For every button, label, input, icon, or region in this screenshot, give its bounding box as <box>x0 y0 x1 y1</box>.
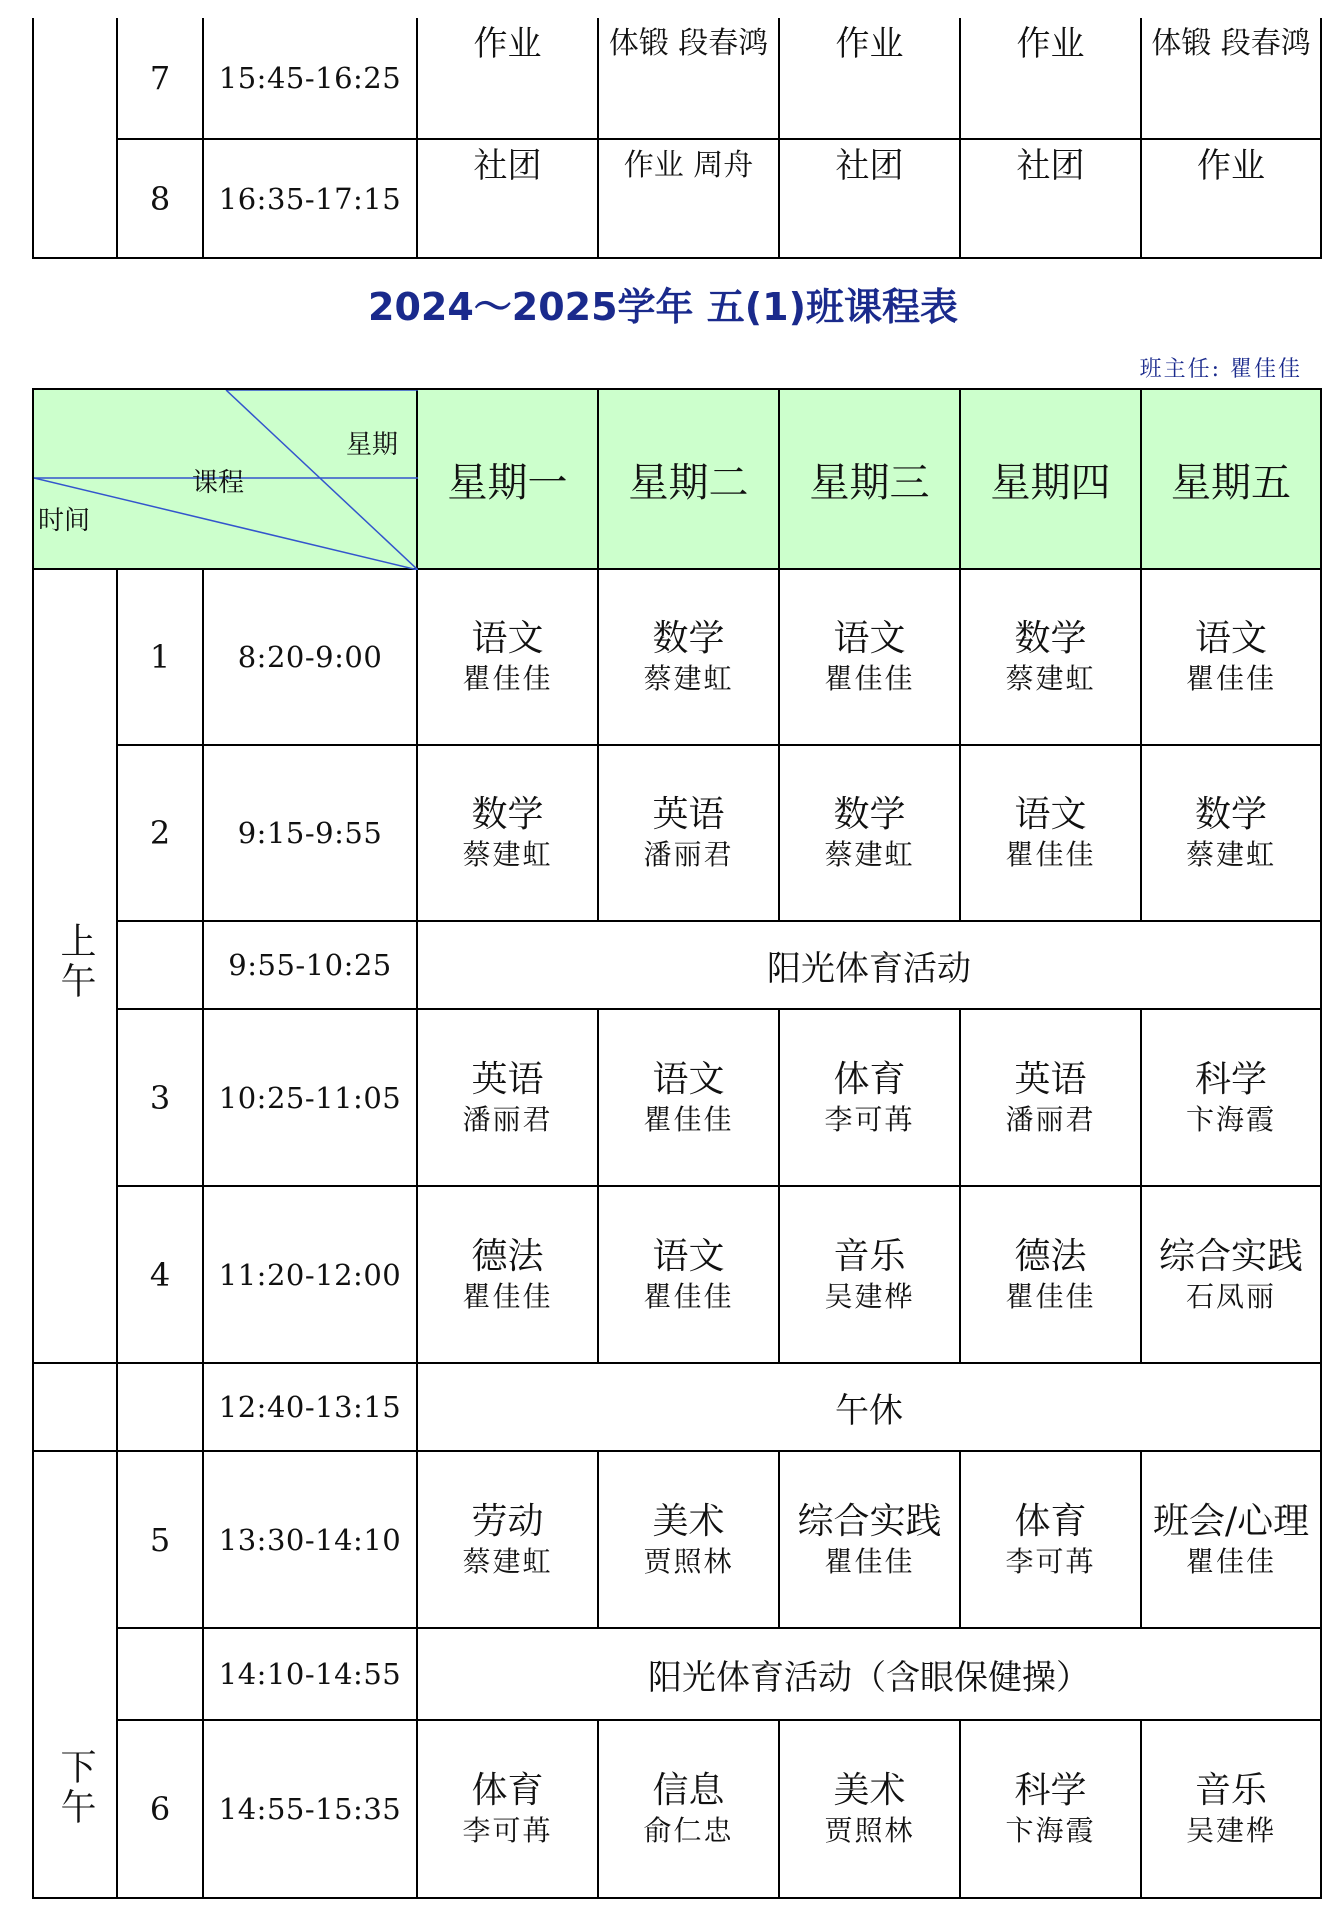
course-cell <box>960 569 1141 745</box>
table-row <box>33 139 1321 258</box>
course-cell <box>960 1451 1141 1628</box>
subject-label: 语文 <box>471 618 544 659</box>
table-row <box>33 18 1321 139</box>
subject-label: 音乐 <box>1195 1770 1268 1811</box>
course-cell <box>598 1451 779 1628</box>
subject-label: 德法 <box>1014 1235 1087 1277</box>
subject-label: 数学 <box>652 618 725 659</box>
course-cell <box>598 745 779 921</box>
section-label: 上午 <box>55 921 96 1002</box>
previous-schedule-fragment <box>32 18 1322 259</box>
course-cell <box>779 1451 960 1628</box>
subject-label: 语文 <box>833 618 906 659</box>
course-cell: 社团 <box>779 139 960 258</box>
subject-label: 体育 <box>471 1770 544 1811</box>
course-cell <box>960 745 1141 921</box>
course-cell <box>960 1720 1141 1898</box>
subject-label: 英语 <box>652 794 725 835</box>
course-cell <box>1141 1009 1321 1186</box>
course-cell <box>598 1186 779 1363</box>
subject-label: 英语 <box>1014 1058 1087 1100</box>
course-cell: 作业 <box>779 18 960 139</box>
course-cell <box>417 1451 598 1628</box>
teacher-label: 瞿佳佳 <box>824 662 915 695</box>
course-cell: 体锻 段春鸿 <box>598 18 779 139</box>
subject-label: 语文 <box>1195 618 1268 659</box>
head-teacher-label: 班主任: 瞿佳佳 <box>1139 357 1302 382</box>
time-cell: 10:25-11:05 <box>203 1009 417 1186</box>
subject-label: 英语 <box>471 1058 544 1100</box>
period-number: 8 <box>117 139 203 258</box>
subject-label: 劳动 <box>471 1500 544 1542</box>
subject-label: 科学 <box>1195 1058 1268 1100</box>
corner-course-label: 课程 <box>192 468 245 498</box>
subject-label: 美术 <box>833 1770 906 1811</box>
subject-label: 语文 <box>1014 794 1087 835</box>
subject-label: 数学 <box>1014 618 1087 659</box>
teacher-label: 潘丽君 <box>643 838 734 871</box>
day-header-monday: 星期一 <box>417 389 598 569</box>
teacher-label: 蔡建虹 <box>1186 838 1277 871</box>
time-cell: 8:20-9:00 <box>203 569 417 745</box>
teacher-label: 瞿佳佳 <box>1005 1279 1096 1313</box>
course-cell <box>417 745 598 921</box>
time-cell: 14:55-15:35 <box>203 1720 417 1898</box>
teacher-label: 瞿佳佳 <box>643 1102 734 1136</box>
merged-activity-cell: 午休 <box>417 1363 1321 1451</box>
table-row <box>33 1186 1321 1363</box>
course-cell: 作业 <box>960 18 1141 139</box>
course-cell <box>779 745 960 921</box>
teacher-label: 卞海霞 <box>1186 1102 1277 1136</box>
header-corner <box>33 389 417 569</box>
table-row <box>33 1363 1321 1451</box>
teacher-label: 吴建桦 <box>824 1279 915 1313</box>
teacher-label: 石凤丽 <box>1186 1279 1277 1313</box>
course-cell <box>1141 1720 1321 1898</box>
course-cell: 作业 <box>417 18 598 139</box>
teacher-label: 瞿佳佳 <box>1005 838 1096 871</box>
teacher-label: 李可苒 <box>462 1814 553 1847</box>
course-cell <box>417 1186 598 1363</box>
section-label: 下午 <box>55 1748 96 1828</box>
period-number: 5 <box>117 1451 203 1628</box>
subject-label: 体育 <box>1014 1500 1087 1542</box>
subject-label: 音乐 <box>833 1235 906 1277</box>
day-header-wednesday: 星期三 <box>779 389 960 569</box>
merged-activity-cell: 阳光体育活动（含眼保健操） <box>417 1628 1321 1720</box>
subject-label: 数学 <box>833 794 906 835</box>
course-cell: 社团 <box>960 139 1141 258</box>
page-title: 2024～2025学年 五(1)班课程表 <box>368 285 958 329</box>
subject-label: 语文 <box>652 1058 725 1100</box>
period-number <box>117 1628 203 1720</box>
teacher-label: 潘丽君 <box>1005 1102 1096 1136</box>
teacher-label: 瞿佳佳 <box>1186 1544 1277 1578</box>
merged-activity-cell: 阳光体育活动 <box>417 921 1321 1009</box>
class-schedule-table <box>32 388 1322 1899</box>
course-cell <box>598 1009 779 1186</box>
teacher-label: 蔡建虹 <box>462 838 553 871</box>
course-cell: 作业 <box>1141 139 1321 258</box>
course-cell: 体锻 段春鸿 <box>1141 18 1321 139</box>
section-morning <box>33 569 117 1363</box>
time-cell: 12:40-13:15 <box>203 1363 417 1451</box>
teacher-label: 潘丽君 <box>462 1102 553 1136</box>
table-row <box>33 1451 1321 1628</box>
section-cell <box>33 1363 117 1451</box>
teacher-label: 蔡建虹 <box>462 1544 553 1578</box>
course-cell <box>598 1720 779 1898</box>
subject-label: 数学 <box>471 794 544 835</box>
teacher-label: 瞿佳佳 <box>643 1279 734 1313</box>
course-cell <box>417 1009 598 1186</box>
subject-label: 科学 <box>1014 1770 1087 1811</box>
teacher-label: 瞿佳佳 <box>1186 662 1277 695</box>
period-number: 6 <box>117 1720 203 1898</box>
subject-label: 德法 <box>471 1235 544 1277</box>
course-cell <box>960 1186 1141 1363</box>
teacher-label: 瞿佳佳 <box>462 1279 553 1313</box>
table-row <box>33 745 1321 921</box>
period-number: 7 <box>117 18 203 139</box>
course-cell <box>960 1009 1141 1186</box>
subject-label: 数学 <box>1195 794 1268 835</box>
teacher-label: 李可苒 <box>1005 1544 1096 1578</box>
day-header-friday: 星期五 <box>1141 389 1321 569</box>
teacher-label: 蔡建虹 <box>643 662 734 695</box>
subject-label: 综合实践 <box>1159 1235 1304 1277</box>
time-cell: 15:45-16:25 <box>203 18 417 139</box>
time-cell: 11:20-12:00 <box>203 1186 417 1363</box>
course-cell <box>1141 745 1321 921</box>
subject-label: 班会/心理 <box>1152 1500 1310 1542</box>
day-header-thursday: 星期四 <box>960 389 1141 569</box>
course-cell <box>417 569 598 745</box>
teacher-label: 蔡建虹 <box>824 838 915 871</box>
course-cell <box>779 1186 960 1363</box>
corner-time-label: 时间 <box>38 506 91 536</box>
table-row <box>33 1009 1321 1186</box>
table-row <box>33 921 1321 1009</box>
subject-label: 体育 <box>833 1058 906 1100</box>
period-number: 4 <box>117 1186 203 1363</box>
teacher-label: 俞仁忠 <box>643 1814 734 1847</box>
course-cell <box>1141 1186 1321 1363</box>
section-afternoon <box>33 1451 117 1898</box>
course-cell <box>1141 569 1321 745</box>
teacher-label: 贾照林 <box>824 1814 915 1847</box>
course-cell <box>779 569 960 745</box>
section-cell <box>33 18 117 258</box>
time-cell: 14:10-14:55 <box>203 1628 417 1720</box>
teacher-label: 李可苒 <box>824 1102 915 1136</box>
day-header-tuesday: 星期二 <box>598 389 779 569</box>
period-number <box>117 1363 203 1451</box>
period-number: 2 <box>117 745 203 921</box>
time-cell: 9:55-10:25 <box>203 921 417 1009</box>
table-row <box>33 569 1321 745</box>
time-cell: 9:15-9:55 <box>203 745 417 921</box>
course-cell <box>779 1720 960 1898</box>
course-cell <box>417 1720 598 1898</box>
teacher-label: 贾照林 <box>643 1544 734 1578</box>
teacher-label: 蔡建虹 <box>1005 662 1096 695</box>
teacher-label: 卞海霞 <box>1005 1814 1096 1847</box>
corner-day-label: 星期 <box>346 430 399 460</box>
course-cell: 作业 周舟 <box>598 139 779 258</box>
period-number: 1 <box>117 569 203 745</box>
course-cell <box>1141 1451 1321 1628</box>
subject-label: 综合实践 <box>797 1500 942 1542</box>
course-cell <box>598 569 779 745</box>
period-number <box>117 921 203 1009</box>
table-row <box>33 1628 1321 1720</box>
subject-label: 语文 <box>652 1235 725 1277</box>
time-cell: 16:35-17:15 <box>203 139 417 258</box>
course-cell: 社团 <box>417 139 598 258</box>
subject-label: 信息 <box>652 1770 725 1811</box>
teacher-label: 吴建桦 <box>1186 1814 1277 1847</box>
teacher-label: 瞿佳佳 <box>824 1544 915 1578</box>
teacher-label: 瞿佳佳 <box>462 662 553 695</box>
header-row <box>33 389 1321 569</box>
subject-label: 美术 <box>652 1500 725 1542</box>
period-number: 3 <box>117 1009 203 1186</box>
time-cell: 13:30-14:10 <box>203 1451 417 1628</box>
course-cell <box>779 1009 960 1186</box>
table-row <box>33 1720 1321 1898</box>
